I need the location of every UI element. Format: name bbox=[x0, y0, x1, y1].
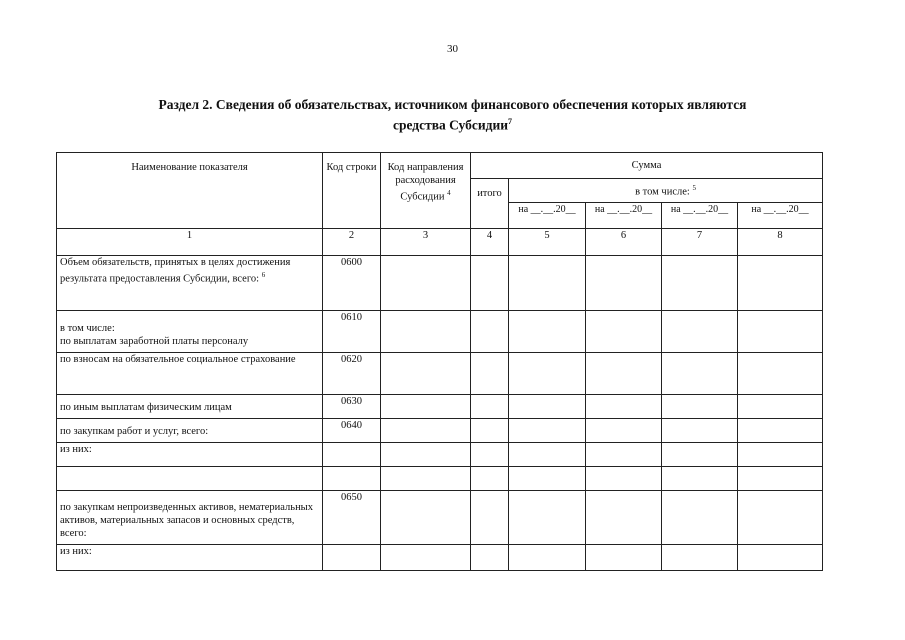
value-cell[interactable] bbox=[471, 395, 509, 419]
value-cell[interactable] bbox=[381, 311, 471, 353]
value-cell[interactable] bbox=[662, 419, 738, 443]
value-cell[interactable] bbox=[381, 491, 471, 545]
value-cell[interactable] bbox=[586, 419, 662, 443]
value-cell[interactable] bbox=[471, 443, 509, 467]
value-cell[interactable] bbox=[509, 311, 586, 353]
value-cell[interactable] bbox=[471, 256, 509, 311]
table-row bbox=[57, 353, 823, 395]
value-cell[interactable] bbox=[738, 311, 823, 353]
row-code bbox=[323, 467, 381, 491]
value-cell[interactable] bbox=[738, 395, 823, 419]
value-cell[interactable] bbox=[662, 395, 738, 419]
value-cell[interactable] bbox=[509, 491, 586, 545]
value-cell[interactable] bbox=[662, 491, 738, 545]
table-row bbox=[57, 395, 823, 419]
value-cell[interactable] bbox=[662, 311, 738, 353]
value-cell[interactable] bbox=[738, 256, 823, 311]
header-direction-footnote: 4 bbox=[447, 189, 451, 197]
row-footnote: 6 bbox=[261, 271, 266, 279]
value-cell[interactable] bbox=[586, 311, 662, 353]
column-number-row bbox=[57, 229, 823, 256]
row-name: по закупкам непроизведенных активов, нематериальных активов, материальных запасов и основных средств, всего: bbox=[57, 491, 323, 545]
value-cell[interactable] bbox=[381, 419, 471, 443]
value-cell[interactable] bbox=[662, 256, 738, 311]
value-cell[interactable] bbox=[662, 545, 738, 571]
header-direction-text: Код направления расходования Субсидии bbox=[387, 162, 464, 203]
value-cell[interactable] bbox=[509, 467, 586, 491]
title-footnote: 7 bbox=[508, 117, 513, 126]
column-number: 2 bbox=[323, 229, 381, 256]
value-cell[interactable] bbox=[586, 353, 662, 395]
row-code: 0630 bbox=[323, 395, 381, 419]
obligations-table bbox=[56, 152, 823, 571]
value-cell[interactable] bbox=[586, 256, 662, 311]
row-name bbox=[57, 311, 323, 353]
value-cell[interactable] bbox=[738, 419, 823, 443]
row-code: 0610 bbox=[323, 311, 381, 353]
header-code: Код строки bbox=[323, 153, 381, 229]
value-cell[interactable] bbox=[471, 419, 509, 443]
title-line-1: Раздел 2. Сведения об обязательствах, источником финансового обеспечения которых являются bbox=[158, 97, 747, 112]
row-code bbox=[323, 443, 381, 467]
header-total: итого bbox=[471, 179, 509, 229]
row-name: по закупкам работ и услуг, всего: bbox=[57, 419, 323, 443]
header-row-1 bbox=[57, 153, 823, 179]
row-name bbox=[57, 467, 323, 491]
value-cell[interactable] bbox=[509, 545, 586, 571]
value-cell[interactable] bbox=[509, 419, 586, 443]
row-code bbox=[323, 545, 381, 571]
value-cell[interactable] bbox=[738, 443, 823, 467]
value-cell[interactable] bbox=[471, 311, 509, 353]
header-period-2: на __.__.20__ bbox=[586, 203, 662, 229]
value-cell[interactable] bbox=[509, 353, 586, 395]
row-name: из них: bbox=[57, 443, 323, 467]
row-name-line-2: по выплатам заработной платы персоналу bbox=[60, 336, 249, 347]
title-line-2 bbox=[60, 113, 845, 134]
value-cell[interactable] bbox=[509, 395, 586, 419]
header-period-3: на __.__.20__ bbox=[662, 203, 738, 229]
table-row bbox=[57, 491, 823, 545]
value-cell[interactable] bbox=[738, 467, 823, 491]
header-including bbox=[509, 179, 823, 203]
table-row bbox=[57, 256, 823, 311]
row-code: 0640 bbox=[323, 419, 381, 443]
header-including-text: в том числе: bbox=[635, 186, 690, 198]
column-number: 3 bbox=[381, 229, 471, 256]
value-cell[interactable] bbox=[471, 467, 509, 491]
value-cell[interactable] bbox=[586, 395, 662, 419]
title-line-2-text: средства Субсидии bbox=[392, 117, 509, 133]
table-row bbox=[57, 419, 823, 443]
column-number: 4 bbox=[471, 229, 509, 256]
row-name-text: Объем обязательств, принятых в целях достижения результата предоставления Субсидии, всего: bbox=[60, 257, 291, 285]
value-cell[interactable] bbox=[471, 353, 509, 395]
value-cell[interactable] bbox=[381, 467, 471, 491]
section-title bbox=[60, 96, 845, 134]
table-row bbox=[57, 545, 823, 571]
row-name-line-1: в том числе: bbox=[60, 323, 115, 334]
value-cell[interactable] bbox=[662, 353, 738, 395]
value-cell[interactable] bbox=[738, 353, 823, 395]
value-cell[interactable] bbox=[662, 467, 738, 491]
value-cell[interactable] bbox=[509, 443, 586, 467]
row-name: из них: bbox=[57, 545, 323, 571]
table-row bbox=[57, 443, 823, 467]
page-number: 30 bbox=[447, 43, 458, 55]
header-name: Наименование показателя bbox=[57, 153, 323, 229]
value-cell[interactable] bbox=[381, 256, 471, 311]
value-cell[interactable] bbox=[738, 545, 823, 571]
value-cell[interactable] bbox=[381, 353, 471, 395]
value-cell[interactable] bbox=[471, 491, 509, 545]
header-period-1: на __.__.20__ bbox=[509, 203, 586, 229]
row-code: 0620 bbox=[323, 353, 381, 395]
value-cell[interactable] bbox=[586, 491, 662, 545]
value-cell[interactable] bbox=[381, 545, 471, 571]
column-number: 5 bbox=[509, 229, 586, 256]
table-row bbox=[57, 311, 823, 353]
value-cell[interactable] bbox=[471, 545, 509, 571]
column-number: 6 bbox=[586, 229, 662, 256]
row-name: по взносам на обязательное социальное страхование bbox=[57, 353, 323, 395]
header-sum: Сумма bbox=[471, 153, 823, 179]
value-cell[interactable] bbox=[381, 443, 471, 467]
value-cell[interactable] bbox=[738, 491, 823, 545]
column-number: 1 bbox=[57, 229, 323, 256]
header-including-footnote: 5 bbox=[692, 184, 696, 193]
table-row bbox=[57, 467, 823, 491]
row-code: 0600 bbox=[323, 256, 381, 311]
value-cell[interactable] bbox=[586, 545, 662, 571]
value-cell[interactable] bbox=[586, 467, 662, 491]
header-direction bbox=[381, 153, 471, 229]
header-period-4: на __.__.20__ bbox=[738, 203, 823, 229]
value-cell[interactable] bbox=[381, 395, 471, 419]
row-name: по иным выплатам физическим лицам bbox=[57, 395, 323, 419]
value-cell[interactable] bbox=[586, 443, 662, 467]
row-name bbox=[57, 256, 323, 311]
value-cell[interactable] bbox=[509, 256, 586, 311]
column-number: 8 bbox=[738, 229, 823, 256]
value-cell[interactable] bbox=[662, 443, 738, 467]
column-number: 7 bbox=[662, 229, 738, 256]
row-code: 0650 bbox=[323, 491, 381, 545]
